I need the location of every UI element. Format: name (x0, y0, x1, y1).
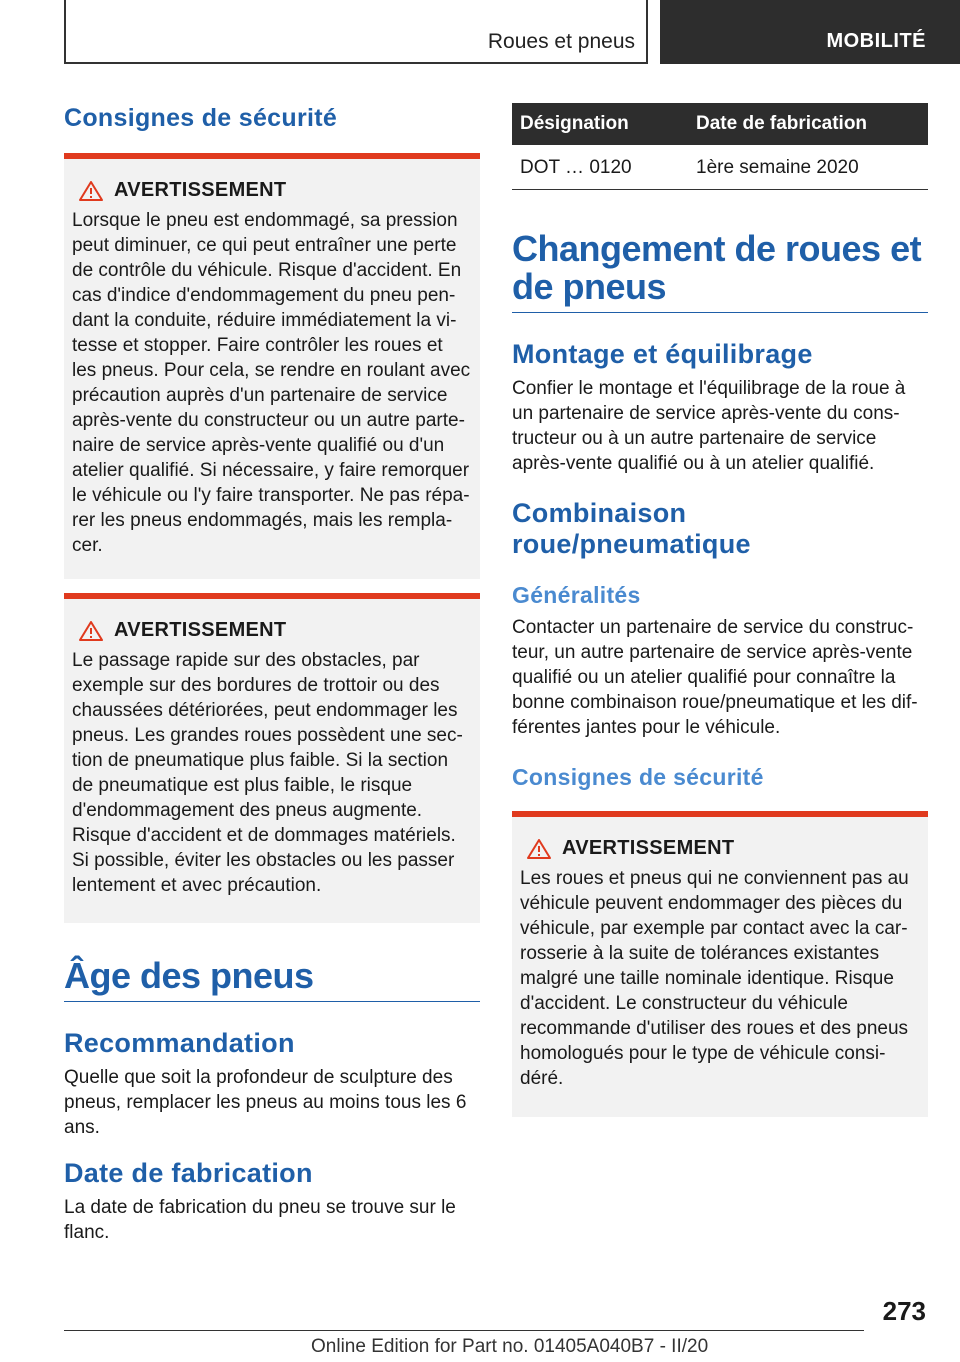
recommendation-heading: Recommandation (64, 1028, 295, 1058)
warning-box (64, 153, 480, 579)
header-chapter-box (660, 0, 960, 64)
page-number: 273 (882, 1296, 926, 1326)
warning-title-row (526, 837, 920, 860)
safety-heading-right: Consignes de sécurité (512, 764, 764, 790)
table-cell: DOT … 0120 (512, 145, 688, 190)
warning-title: AVERTISSEMENT (114, 619, 287, 641)
wheel-change-heading: Changement de roues et de pneus (512, 230, 928, 313)
combination-heading: Combinaison roue/pneumatique (512, 498, 751, 559)
warning-text: Le passage rapide sur des obstacles, par exemple sur des bordures de trottoir ou des chaussées détériorées, peut endommager les pneus. Les grandes roues possèdent une section de pneumatique plus faible. Si la section de pneumatique est plus faible, le risque d'endommagement des pneus augmente. Risque d'accident et de dommages matériels. Si possible, éviter les obstacles ou les passer lentement et avec précaution. (72, 650, 463, 896)
header-chapter-title: MOBILITÉ (826, 30, 926, 52)
warning-triangle-icon (526, 838, 552, 860)
manufacture-date-text: La date de fabrication du pneu se trouve sur le flanc. (64, 1197, 456, 1243)
warning-triangle-icon (78, 180, 104, 202)
warning-triangle-icon (78, 620, 104, 642)
general-heading: Généralités (512, 582, 641, 608)
mounting-heading: Montage et équilibrage (512, 339, 813, 369)
warning-title-row (78, 619, 472, 642)
warning-title: AVERTISSEMENT (114, 179, 287, 201)
warning-title-row (78, 179, 472, 202)
left-column (64, 100, 480, 1245)
warning-title: AVERTISSEMENT (562, 837, 735, 859)
warning-box (64, 593, 480, 923)
mounting-text: Confier le montage et l'équilibrage de la roue à un partenaire de service après-vente du constructeur ou à un autre partenaire de service après-vente qualifié ou à un atelier qualifié. (512, 378, 906, 474)
header-section-title: Roues et pneus (487, 30, 635, 53)
edition-info: Online Edition for Part no. 01405A040B7 - II/20 (311, 1336, 709, 1357)
right-column (512, 103, 928, 1117)
date-code-table (512, 103, 928, 190)
safety-heading: Consignes de sécurité (64, 104, 338, 132)
warning-text: Les roues et pneus qui ne conviennent pas au véhicule peuvent endommager des pièces du véhicule, par exemple par contact avec la carrosserie à la suite de tolérances existantes malgré une taille nominale identique. Risque d'accident. Le constructeur du véhicule recommande d'utiliser des roues et des pneus homologués pour le type de véhicule considéré. (520, 868, 909, 1089)
general-text: Contacter un partenaire de service du constructeur, un autre partenaire de service après-vente qualifié ou un atelier qualifié pour connaître la bonne combinaison roue/pneumatique et les différentes jantes pour le véhicule. (512, 617, 918, 738)
warning-box (512, 811, 928, 1117)
tire-age-heading: Âge des pneus (64, 957, 480, 1002)
table-row (512, 145, 928, 190)
footer-divider (64, 1330, 864, 1331)
recommendation-text: Quelle que soit la profondeur de sculpture des pneus, remplacer les pneus au moins tous les 6 ans. (64, 1067, 467, 1138)
warning-text: Lorsque le pneu est endommagé, sa pression peut diminuer, ce qui peut entraîner une perte de contrôle du véhicule. Risque d'accident. En cas d'indice d'endommagement du pneu pendant la conduite, réduire immédiatement la vitesse et stopper. Faire contrôler les roues et les pneus. Pour cela, se rendre en roulant avec précaution auprès d'un partenaire de service après-vente du constructeur ou un autre partenaire de service après-vente qualifié ou d'un atelier qualifié. Si nécessaire, y faire remorquer le véhicule ou l'y faire transporter. Ne pas réparer les pneus endommagés, mais les remplacer. (72, 210, 471, 556)
table-cell: 1ère semaine 2020 (688, 145, 928, 190)
manufacture-date-heading: Date de fabrication (64, 1158, 313, 1188)
table-header-cell: Désignation (512, 103, 688, 145)
table-header-row (512, 103, 928, 145)
table-header-cell: Date de fabrication (688, 103, 928, 145)
